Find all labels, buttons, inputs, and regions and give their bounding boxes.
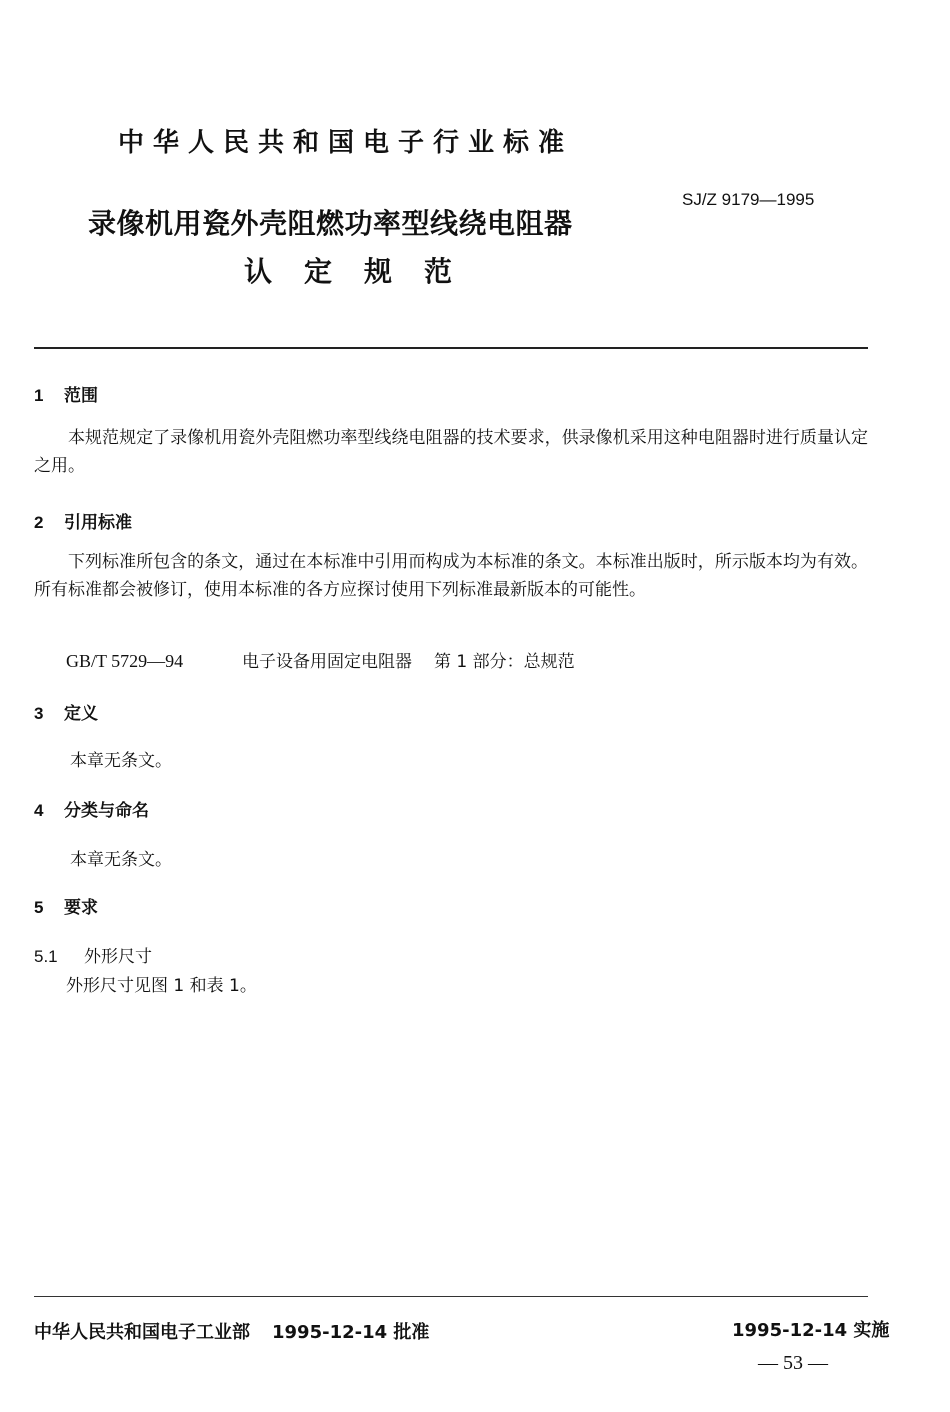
section-3-text: 本章无条文。	[70, 751, 172, 771]
section-1-heading	[34, 381, 98, 406]
section-number: 2	[34, 513, 44, 532]
subsection-5-1-text: 外形尺寸见图 1 和表 1。	[66, 976, 257, 996]
approval-date: 1995-12-14 批准	[272, 1322, 430, 1343]
footer-divider	[34, 1296, 868, 1297]
section-4-text: 本章无条文。	[70, 850, 172, 870]
section-number: 5	[34, 898, 44, 917]
reference-code: GB/T 5729—94	[66, 651, 184, 671]
footer-issuer-line	[34, 1318, 429, 1344]
section-number: 3	[34, 704, 44, 723]
section-5-heading	[34, 893, 98, 918]
section-2-heading	[34, 508, 132, 533]
section-2-paragraph: 下列标准所包含的条文，通过在本标准中引用而构成为本标准的条文。本标准出版时，所示版本均为有效。所有标准都会被修订，使用本标准的各方应探讨使用下列标准最新版本的可能性。	[34, 552, 868, 600]
section-title: 范围	[64, 386, 98, 406]
section-number: 4	[34, 801, 44, 820]
section-title: 要求	[64, 898, 98, 918]
implementation-date: 1995-12-14 实施	[732, 1320, 890, 1341]
issuing-authority: 中华人民共和国电子工业部	[34, 1322, 250, 1343]
subsection-number: 5.1	[34, 947, 58, 966]
reference-title: 电子设备用固定电阻器	[242, 652, 412, 672]
section-number: 1	[34, 386, 44, 405]
section-4-heading	[34, 796, 149, 821]
reference-part: 第 1 部分：总规范	[434, 652, 575, 672]
section-3-heading	[34, 699, 98, 724]
normative-reference	[66, 647, 575, 672]
subsection-title: 外形尺寸	[84, 947, 152, 967]
section-title: 引用标准	[64, 513, 132, 533]
document-title: 录像机用瓷外壳阻燃功率型线绕电阻器	[88, 207, 573, 240]
standard-code: SJ/Z 9179—1995	[682, 190, 815, 209]
section-title: 分类与命名	[64, 801, 149, 821]
document-subtitle: 认定规范	[244, 255, 485, 288]
page-number: — 53 —	[758, 1352, 828, 1374]
subsection-5-1-heading	[34, 942, 152, 967]
header-divider	[34, 347, 868, 349]
standard-category-title: 中华人民共和国电子行业标准	[118, 128, 574, 158]
section-title: 定义	[64, 704, 98, 724]
section-1-paragraph: 本规范规定了录像机用瓷外壳阻燃功率型线绕电阻器的技术要求，供录像机采用这种电阻器时进行质量认定之用。	[34, 428, 868, 476]
